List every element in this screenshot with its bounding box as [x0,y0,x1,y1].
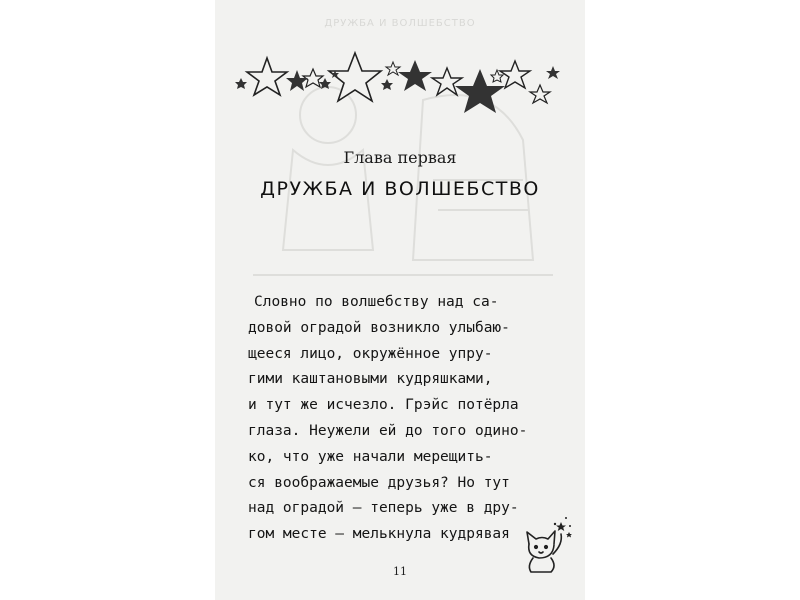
body-line: гими каштановыми кудряшками, [248,371,493,388]
chapter-label: Глава первая [343,148,457,167]
body-text [248,290,548,548]
body-line: ся воображаемые друзья? Но тут [248,474,510,491]
chapter-title: ДРУЖБА И ВОЛШЕБСТВО [260,178,540,200]
body-line: и тут же исчезло. Грэйс потёрла [248,397,519,414]
body-line: глаза. Неужели ей до того одино- [248,422,528,439]
stars-border-icon [235,48,565,118]
body-line: над оградой – теперь уже в дру- [248,500,519,517]
body-line: довой оградой возникло улыбаю- [248,319,510,336]
running-header: ДРУЖБА И ВОЛШЕБСТВО [324,18,476,29]
body-line: Словно по волшебству над са- [254,294,499,310]
body-line: ко, что уже начали мерещить- [248,448,493,465]
page-number: 11 [393,565,407,578]
body-line: гом месте – мелькнула кудрявая [248,526,510,543]
book-page [215,0,585,600]
body-line: щееся лицо, окружённое упру- [248,345,493,362]
